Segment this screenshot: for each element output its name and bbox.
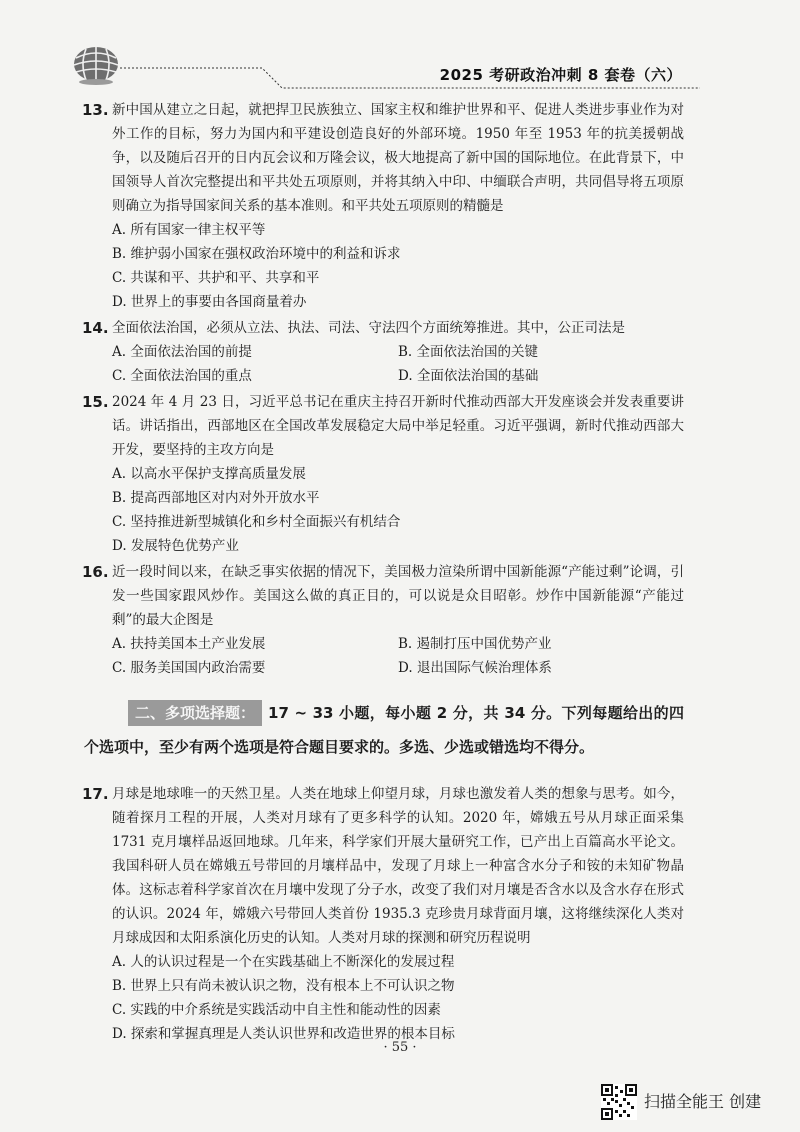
question-13	[84, 98, 684, 314]
question-stem: 月球是地球唯一的天然卫星。人类在地球上仰望月球，月球也激发着人类的想象与思考。如今，随着探月工程的开展，人类对月球有了更多科学的认知。2020 年，嫦娥五号从月球正面采集 1731 克月壤样品返回地球。几年来，科学家们开展大量研究工作，已产出上百篇高水平论文。我国科研人员在嫦娥五号带回的月壤样品中，发现了月球上一种富含水分子和铵的未知矿物晶体。这标志着科学家首次在月壤中发现了分子水，改变了我们对月壤是否含水以及含水存在形式的认识。2024 年，嫦娥六号带回人类首份 1935.3 克珍贵月球背面月壤，这将继续深化人类对月球成因和太阳系演化历史的认知。人类对月球的探测和研究历程说明	[112, 786, 684, 946]
option-c: C. 服务美国国内政治需要	[112, 660, 266, 676]
option-c: C. 坚持推进新型城镇化和乡村全面振兴有机结合	[112, 514, 401, 530]
header-decor-line	[0, 0, 800, 100]
option-row	[84, 364, 684, 388]
option-b: B. 维护弱小国家在强权政治环境中的利益和诉求	[112, 246, 401, 262]
exam-content	[84, 98, 684, 1048]
question-number: 17.	[82, 785, 109, 803]
option-b: B. 世界上只有尚未被认识之物，没有根本上不可认识之物	[112, 978, 455, 994]
option-d: D. 世界上的事要由各国商量着办	[112, 294, 307, 310]
scanner-watermark: 扫描全能王 创建	[644, 1092, 762, 1111]
qr-code-icon	[601, 1084, 637, 1120]
question-14	[84, 316, 684, 388]
option-d: D. 全面依法治国的基础	[398, 368, 539, 384]
option-a: A. 扶持美国本土产业发展	[112, 636, 266, 652]
option-a: A. 以高水平保护支撑高质量发展	[112, 466, 306, 482]
page-number: · 55 ·	[383, 1040, 417, 1055]
question-number: 13.	[82, 101, 109, 119]
option-row	[84, 656, 684, 680]
option-c: C. 共谋和平、共护和平、共享和平	[112, 270, 320, 286]
option-d: D. 发展特色优势产业	[112, 538, 239, 554]
option-row	[84, 340, 684, 364]
question-stem: 新中国从建立之日起，就把捍卫民族独立、国家主权和维护世界和平、促进人类进步事业作为对外工作的目标，努力为国内和平建设创造良好的外部环境。1950 年至 1953 年的抗美援朝战争，以及随后召开的日内瓦会议和万隆会议，极大地提高了新中国的国际地位。在此背景下，中国领导人首次完整提出和平共处五项原则，并将其纳入中印、中缅联合声明，共同倡导将五项原则确立为指导国家间关系的基本准则。和平共处五项原则的精髓是	[112, 102, 684, 214]
option-b: B. 遏制打压中国优势产业	[398, 636, 552, 652]
question-15	[84, 390, 684, 558]
section-label: 二、多项选择题：	[128, 700, 262, 726]
question-stem: 全面依法治国，必须从立法、执法、司法、守法四个方面统筹推进。其中，公正司法是	[112, 320, 625, 336]
question-number: 16.	[82, 563, 109, 581]
page-header	[0, 0, 800, 100]
question-stem: 近一段时间以来，在缺乏事实依据的情况下，美国极力渲染所谓中国新能源“产能过剩”论调，引发一些国家跟风炒作。美国这么做的真正目的，可以说是众目昭彰。炒作中国新能源“产能过剩”的最大企图是	[112, 564, 684, 628]
option-d: D. 探索和掌握真理是人类认识世界和改造世界的根本目标	[112, 1026, 455, 1042]
option-d: D. 退出国际气候治理体系	[398, 660, 552, 676]
question-number: 15.	[82, 393, 109, 411]
question-16	[84, 560, 684, 680]
option-a: A. 所有国家一律主权平等	[112, 222, 266, 238]
question-number: 14.	[82, 319, 109, 337]
globe-logo-icon	[72, 44, 120, 86]
option-a: A. 全面依法治国的前提	[112, 344, 252, 360]
option-c: C. 全面依法治国的重点	[112, 368, 252, 384]
header-title: 2025 考研政治冲刺 8 套卷（六）	[439, 66, 682, 84]
question-17	[84, 782, 684, 1046]
option-b: B. 提高西部地区对内对外开放水平	[112, 490, 320, 506]
option-a: A. 人的认识过程是一个在实践基础上不断深化的发展过程	[112, 954, 455, 970]
section-instructions: 17 ~ 33 小题，每小题 2 分，共 34 分。下列每题给出的四个选项中，至少有两个选项是符合题目要求的。多选、少选或错选均不得分。	[84, 704, 684, 756]
option-c: C. 实践的中介系统是实践活动中自主性和能动性的因素	[112, 1002, 441, 1018]
question-stem: 2024 年 4 月 23 日，习近平总书记在重庆主持召开新时代推动西部大开发座谈会并发表重要讲话。讲话指出，西部地区在全国改革发展稳定大局中举足轻重。习近平强调，新时代推动西部大开发，要坚持的主攻方向是	[112, 394, 684, 458]
option-row	[84, 632, 684, 656]
option-b: B. 全面依法治国的关键	[398, 344, 539, 360]
section-heading	[84, 696, 684, 764]
